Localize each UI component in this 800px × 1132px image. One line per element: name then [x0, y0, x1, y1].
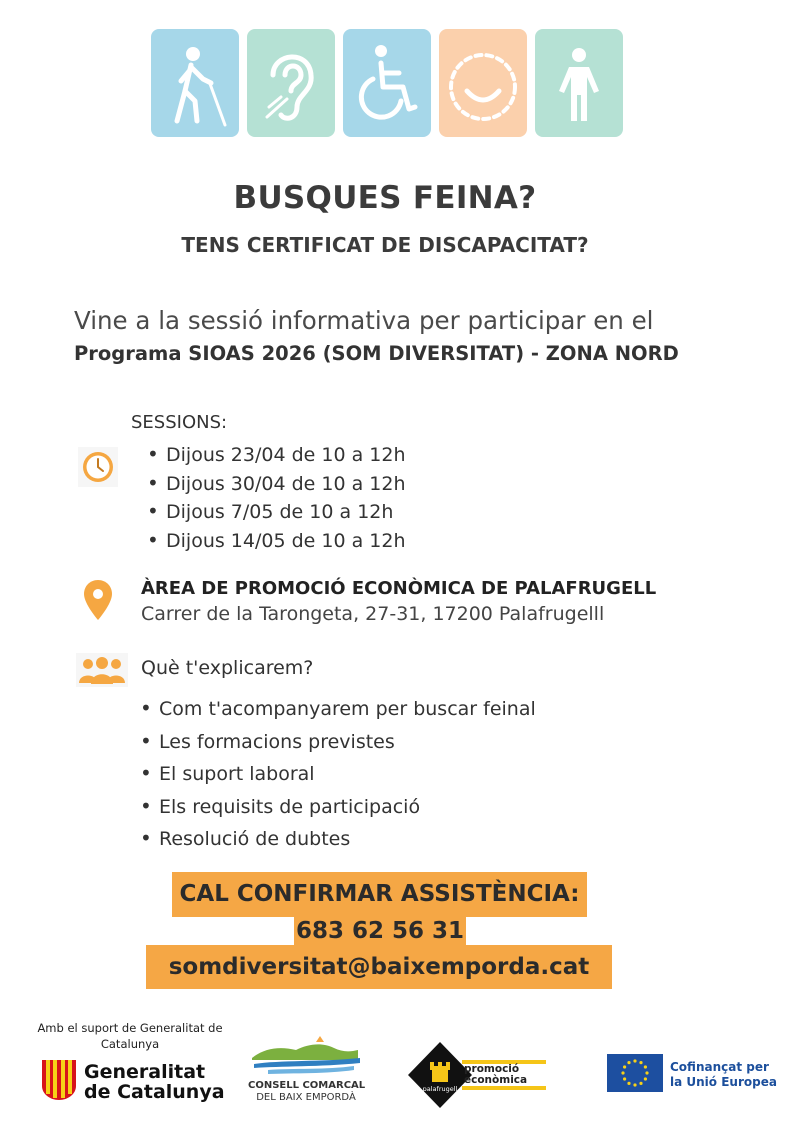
group-people-icon [76, 653, 128, 687]
eu-cofunding-text: Cofinançat per la Unió Europea [670, 1060, 777, 1089]
location-pin-icon [84, 580, 112, 620]
promocio-economica-name: promoció econòmica [464, 1063, 528, 1086]
tile-standing-person [535, 29, 623, 137]
confirm-attendance-label: CAL CONFIRMAR ASSISTÈNCIA: [172, 872, 587, 917]
topics-title: Què t'explicarem? [141, 657, 314, 679]
generalitat-logo-icon [42, 1060, 76, 1100]
standing-person-icon [535, 29, 623, 137]
blind-person-icon [151, 29, 239, 137]
eu-flag-icon [607, 1054, 663, 1092]
consell-comarcal-name: CONSELL COMARCAL [248, 1080, 366, 1091]
topic-item: • Com t'acompanyarem per buscar feinal [140, 694, 536, 727]
session-item: • Dijous 14/05 de 10 a 12h [147, 526, 406, 555]
topic-item: • Els requisits de participació [140, 792, 536, 825]
topic-item: • Les formacions previstes [140, 727, 536, 760]
topic-item: • El suport laboral [140, 759, 536, 792]
smile-face-icon [439, 29, 527, 137]
location-name: ÀREA DE PROMOCIÓ ECONÒMICA DE PALAFRUGELL [141, 578, 657, 599]
phone-number[interactable]: 683 62 56 31 [295, 918, 465, 944]
tile-smile [439, 29, 527, 137]
tile-wheelchair [343, 29, 431, 137]
wheelchair-icon [343, 29, 431, 137]
generalitat-name: Generalitat de Catalunya [84, 1061, 225, 1103]
topic-item: • Resolució de dubtes [140, 824, 536, 857]
session-item: • Dijous 30/04 de 10 a 12h [147, 469, 406, 498]
clock-icon [78, 447, 118, 487]
tile-blind-person [151, 29, 239, 137]
palafrugell-logo-label: palafrugell [422, 1085, 458, 1093]
consell-comarcal-logo-icon [250, 1036, 362, 1078]
session-item: • Dijous 23/04 de 10 a 12h [147, 440, 406, 469]
program-name: Programa SIOAS 2026 (SOM DIVERSITAT) - ZONA NORD [74, 342, 679, 365]
session-item: • Dijous 7/05 de 10 a 12h [147, 497, 406, 526]
page-subtitle: TENS CERTIFICAT DE DISCAPACITAT? [181, 233, 589, 257]
sessions-list [147, 440, 406, 555]
ear-icon [247, 29, 335, 137]
support-text: Amb el suport de Generalitat de Catalunya [37, 1021, 223, 1051]
page-title: BUSQUES FEINA? [233, 180, 537, 216]
tile-ear [247, 29, 335, 137]
sessions-title: SESSIONS: [131, 412, 228, 433]
location-address: Carrer de la Tarongeta, 27-31, 17200 Palafrugelll [141, 603, 605, 625]
email-address[interactable]: somdiversitat@baixemporda.cat [146, 945, 612, 989]
topics-list [140, 694, 536, 857]
intro-line: Vine a la sessió informativa per participar en el [74, 306, 654, 335]
consell-comarcal-subname: DEL BAIX EMPORDÀ [256, 1092, 356, 1103]
